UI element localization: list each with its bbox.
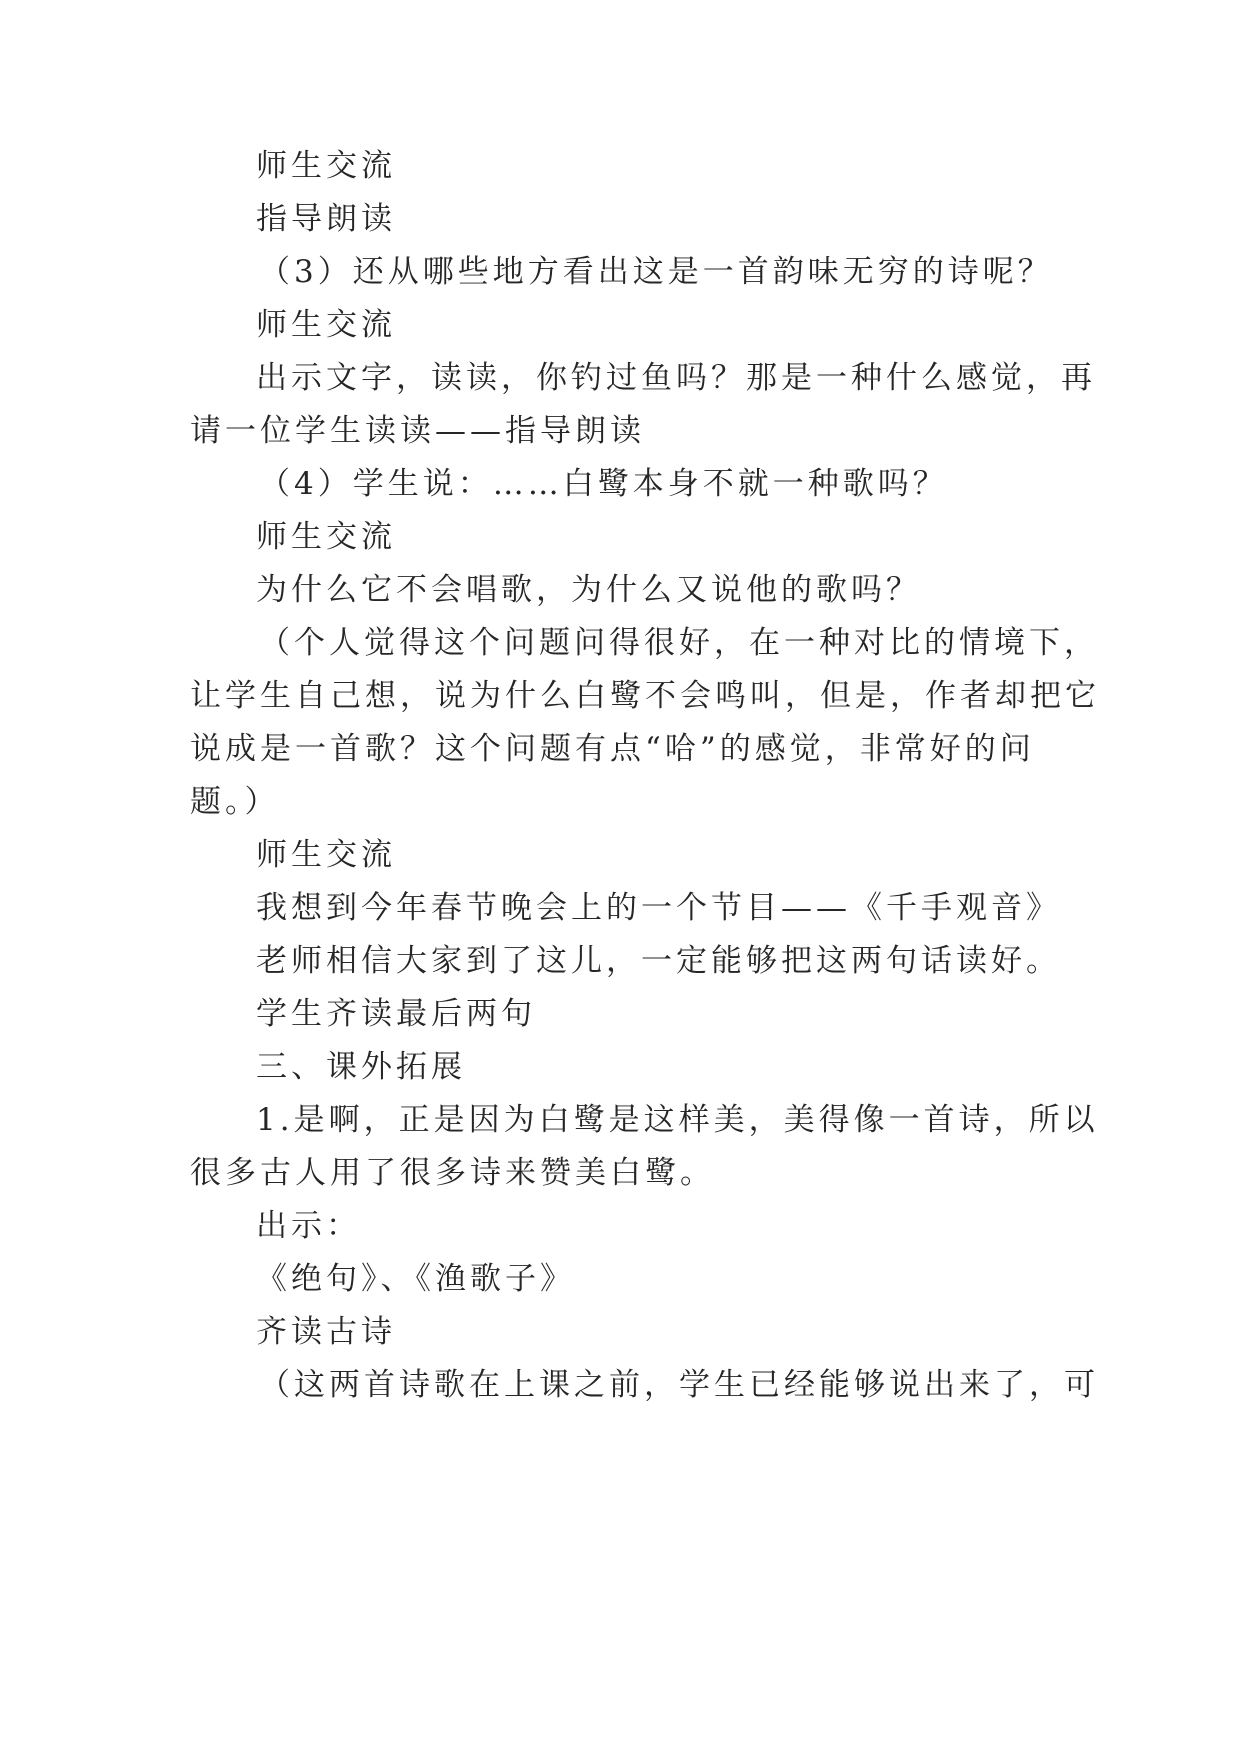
paragraph-line: 题。） [190,784,280,820]
paragraph-line: 《绝句》、《渔歌子》 [256,1261,575,1297]
paragraph-line: （这两首诗歌在上课之前，学生已经能够说出来了，可 [259,1367,1099,1403]
paragraph-line: 师生交流 [256,148,396,184]
paragraph-line: 让学生自己想，说为什么白鹭不会鸣叫，但是，作者却把它 [190,678,1100,714]
paragraph-line: 1.是啊，正是因为白鹭是这样美，美得像一首诗，所以 [256,1102,1099,1138]
paragraph-line: 师生交流 [256,307,396,343]
paragraph-line: 请一位学生读读——指导朗读 [190,413,645,449]
paragraph-line: （个人觉得这个问题问得很好，在一种对比的情境下， [259,625,1099,661]
paragraph-line: 学生齐读最后两句 [256,996,536,1032]
paragraph-line: 我想到今年春节晚会上的一个节目——《千手观音》 [256,890,1061,926]
paragraph-line: （4）学生说：……白鹭本身不就一种歌吗？ [259,466,948,502]
paragraph-line: （3）还从哪些地方看出这是一首韵味无穷的诗呢？ [259,254,1053,290]
paragraph-line: 师生交流 [256,837,396,873]
paragraph-line: 很多古人用了很多诗来赞美白鹭。 [190,1155,715,1191]
paragraph-line: 出示文字，读读，你钓过鱼吗？那是一种什么感觉，再 [256,360,1096,396]
paragraph-line: 出示： [256,1208,361,1244]
paragraph-line: 说成是一首歌？这个问题有点“哈”的感觉，非常好的问 [190,731,1035,767]
paragraph-line: 指导朗读 [256,201,396,237]
paragraph-line: 为什么它不会唱歌，为什么又说他的歌吗？ [256,572,921,608]
paragraph-line: 师生交流 [256,519,396,555]
paragraph-line: 老师相信大家到了这儿，一定能够把这两句话读好。 [256,943,1061,979]
section-heading: 三、课外拓展 [256,1049,466,1085]
paragraph-line: 齐读古诗 [256,1314,396,1350]
